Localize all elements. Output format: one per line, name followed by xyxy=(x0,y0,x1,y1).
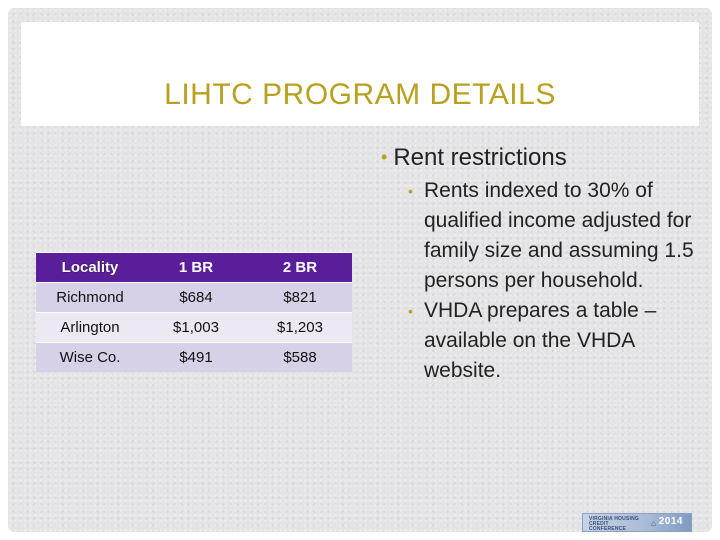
cell-2br: $588 xyxy=(248,343,352,373)
cell-1br: $684 xyxy=(144,283,248,313)
table-row xyxy=(36,283,352,313)
table-row xyxy=(36,343,352,373)
cell-locality: Richmond xyxy=(36,283,144,313)
cell-2br: $1,203 xyxy=(248,313,352,343)
bullet-dot-icon: • xyxy=(381,147,388,167)
header-1br: 1 BR xyxy=(144,253,248,283)
bullet-main xyxy=(381,142,701,173)
table-header-row xyxy=(36,253,352,283)
sub-bullet-item xyxy=(408,176,708,296)
house-icon: ⌂ xyxy=(651,519,656,528)
sub-bullet-item xyxy=(408,296,708,386)
sub-bullets xyxy=(408,176,708,386)
header-locality: Locality xyxy=(36,253,144,283)
logo-year: 2014 xyxy=(658,516,683,527)
cell-1br: $1,003 xyxy=(144,313,248,343)
table-row xyxy=(36,313,352,343)
cell-locality: Arlington xyxy=(36,313,144,343)
rent-table xyxy=(36,252,352,372)
sub-bullet-dot-icon: • xyxy=(408,183,413,199)
cell-1br: $491 xyxy=(144,343,248,373)
cell-locality: Wise Co. xyxy=(36,343,144,373)
cell-2br: $821 xyxy=(248,283,352,313)
bullet-main-text: Rent restrictions xyxy=(393,144,567,171)
slide-title: LIHTC PROGRAM DETAILS xyxy=(164,78,556,111)
sub-bullet-dot-icon: • xyxy=(408,303,413,319)
title-box xyxy=(21,22,699,126)
logo-text: VIRGINIA HOUSING CREDIT CONFERENCE xyxy=(589,516,639,532)
header-2br: 2 BR xyxy=(248,253,352,283)
sub-bullet-text: Rents indexed to 30% of qualified income adjusted for family size and assuming 1.5 persons per household. xyxy=(424,179,694,292)
sub-bullet-text: VHDA prepares a table – available on the VHDA website. xyxy=(424,299,657,382)
conference-logo xyxy=(582,513,692,532)
